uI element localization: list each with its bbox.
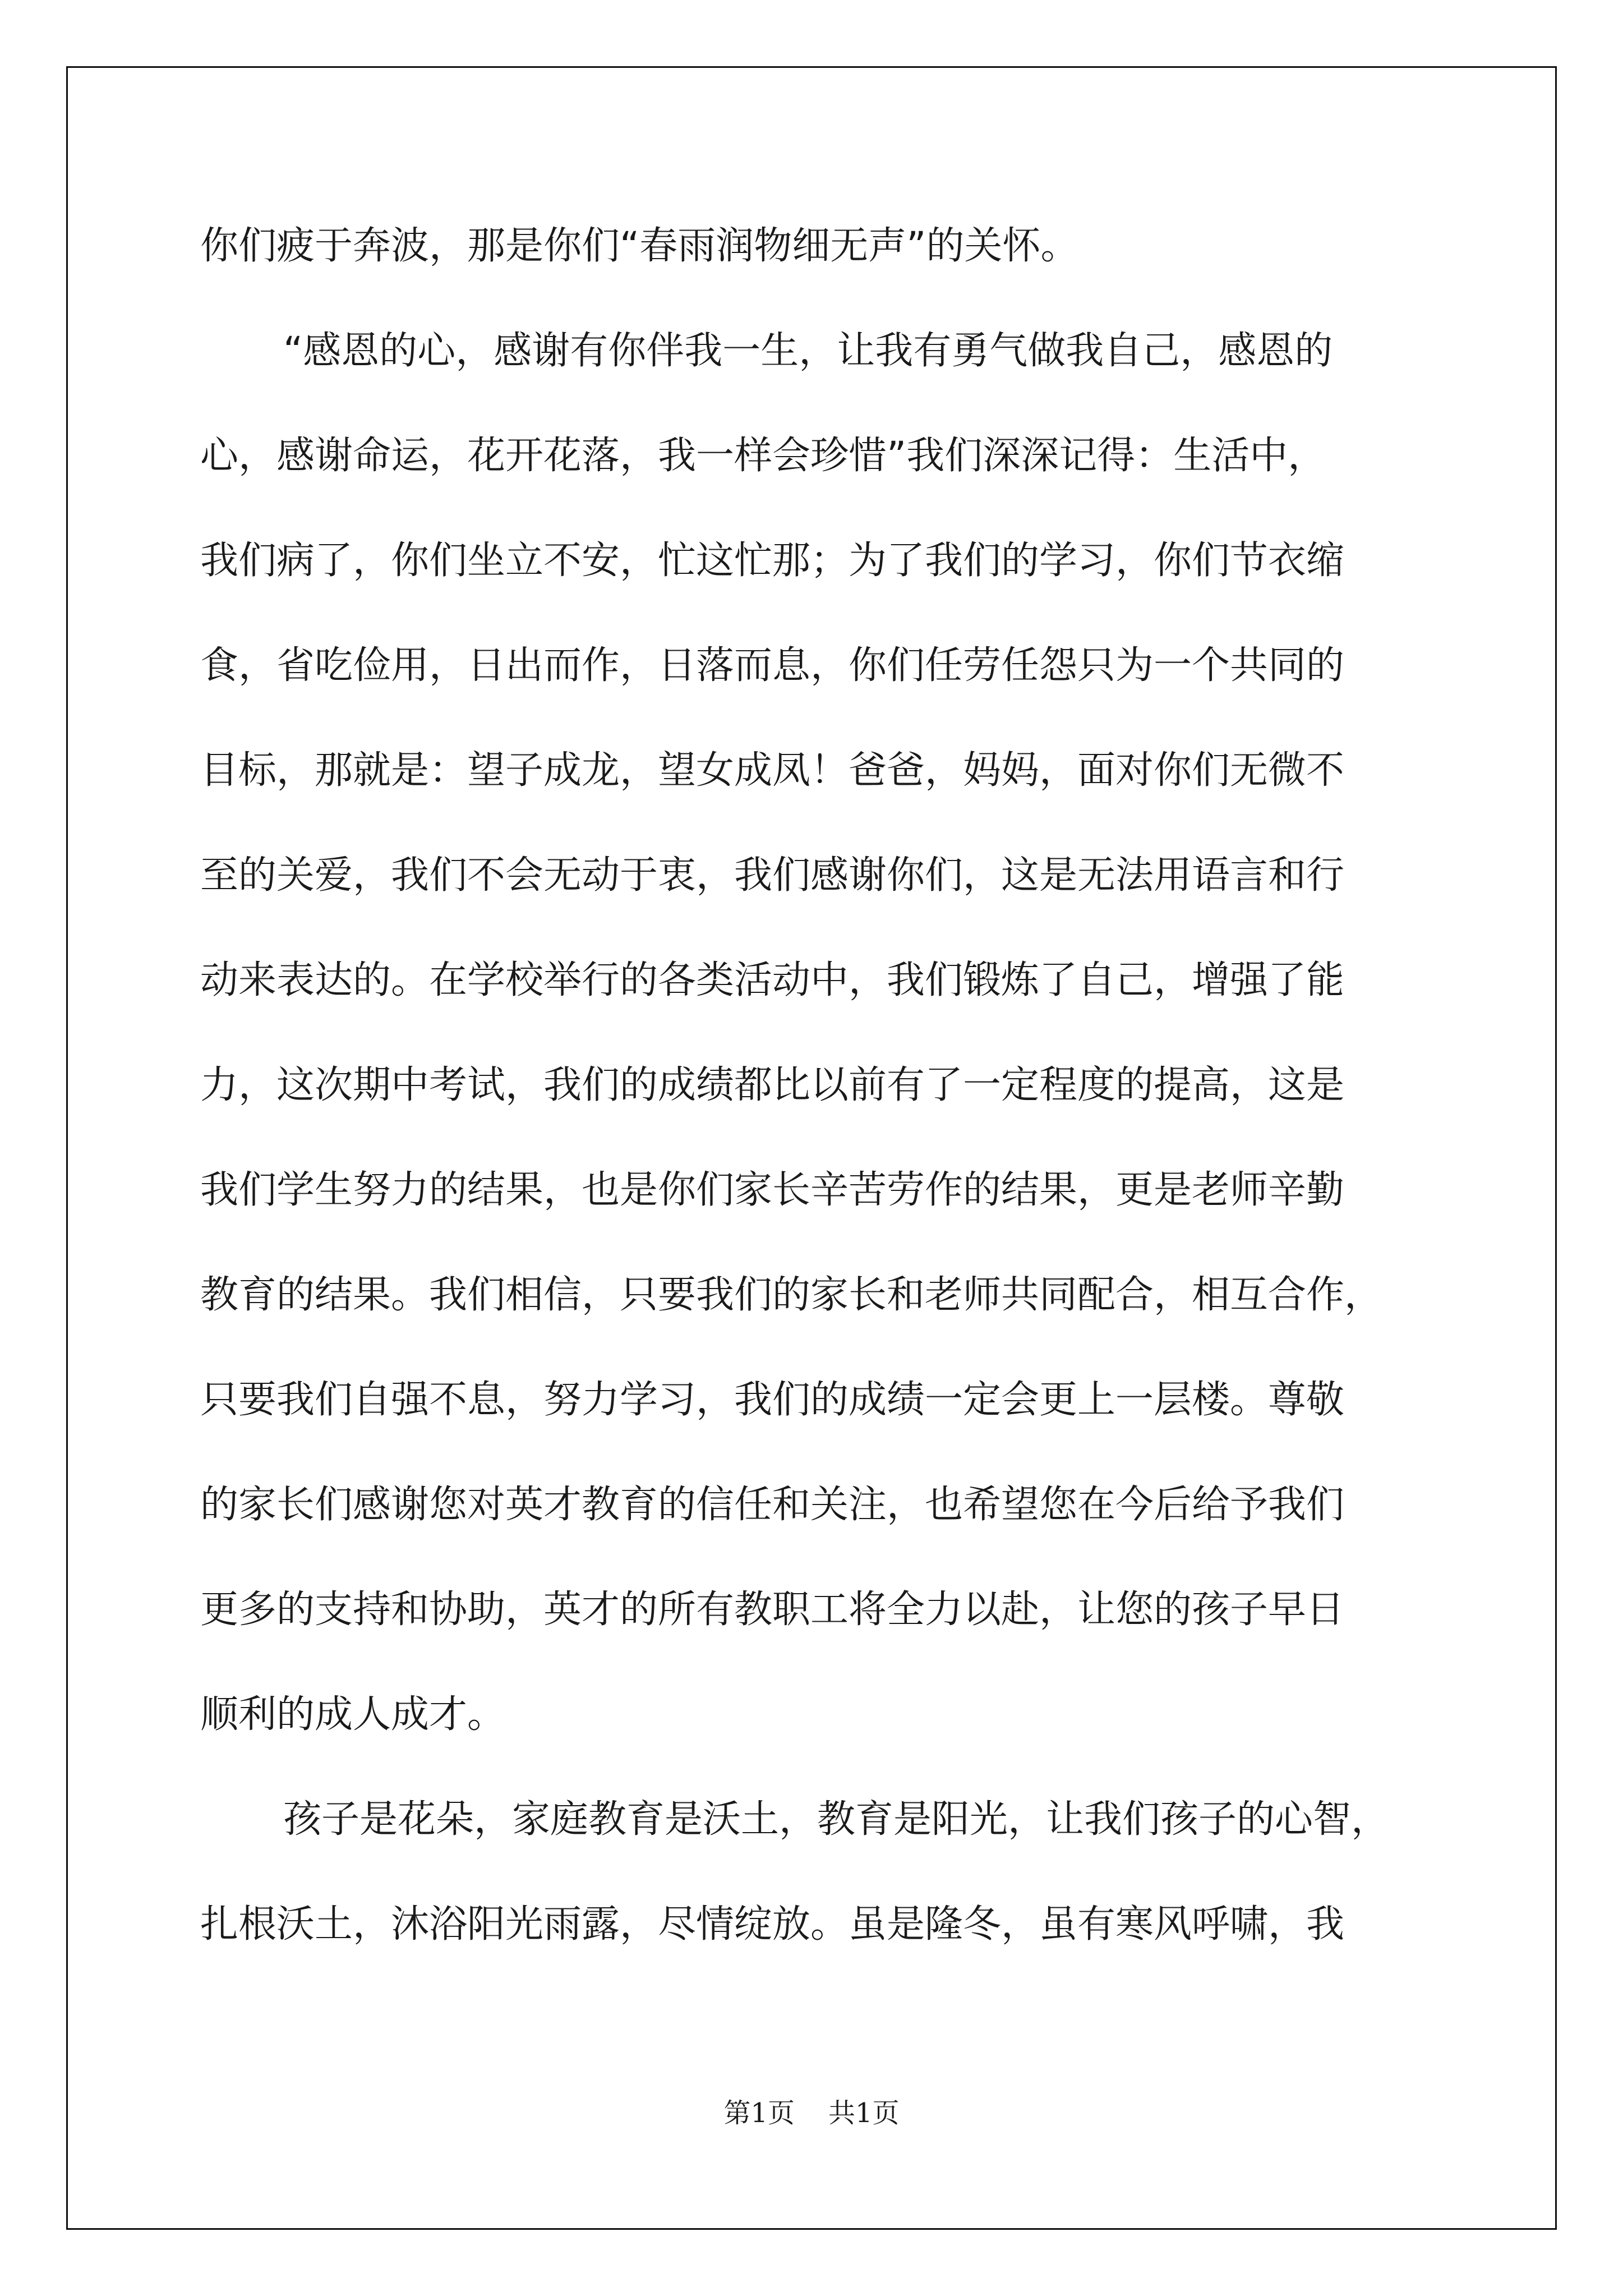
text-line: 你们疲于奔波，那是你们“春雨润物细无声”的关怀。: [200, 224, 1079, 268]
text-line: 更多的支持和协助，英才的所有教职工将全力以赴，让您的孩子早日: [200, 1588, 1345, 1632]
page-number-current: 第1页: [723, 2097, 795, 2129]
page-number-total: 共1页: [828, 2097, 900, 2129]
text-line: 动来表达的。在学校举行的各类活动中，我们锻炼了自己，增强了能: [200, 958, 1345, 1002]
text-line: 力，这次期中考试，我们的成绩都比以前有了一定程度的提高，这是: [200, 1063, 1345, 1107]
text-line: 至的关爱，我们不会无动于衷，我们感谢你们，这是无法用语言和行: [200, 853, 1345, 898]
text-line: “感恩的心，感谢有你伴我一生，让我有勇气做我自己，感恩的: [283, 329, 1333, 373]
text-line: 目标，那就是：望子成龙，望女成凤！爸爸，妈妈，面对你们无微不: [200, 748, 1345, 793]
document-body: [200, 194, 1428, 1977]
text-line: 心，感谢命运，花开花落，我一样会珍惜”我们深深记得：生活中，: [200, 434, 1326, 478]
text-line: 顺利的成人成才。: [200, 1692, 506, 1737]
text-line: 扎根沃土，沐浴阳光雨露，尽情绽放。虽是隆冬，虽有寒风呼啸，我: [200, 1902, 1345, 1947]
text-line: 我们病了，你们坐立不安，忙这忙那；为了我们的学习，你们节衣缩: [200, 539, 1345, 583]
text-line: 教育的结果。我们相信，只要我们的家长和老师共同配合，相互合作，: [200, 1273, 1383, 1317]
text-line: 食，省吃俭用，日出而作，日落而息，你们任劳任怨只为一个共同的: [200, 643, 1345, 688]
text-line: 孩子是花朵，家庭教育是沃土，教育是阳光，让我们孩子的心智，: [283, 1797, 1390, 1842]
text-line: 只要我们自强不息，努力学习，我们的成绩一定会更上一层楼。尊敬: [200, 1378, 1345, 1422]
text-line: 的家长们感谢您对英才教育的信任和关注，也希望您在今后给予我们: [200, 1483, 1345, 1527]
text-line: 我们学生努力的结果，也是你们家长辛苦劳作的结果，更是老师辛勤: [200, 1168, 1345, 1212]
page-footer: [0, 2091, 1623, 2130]
